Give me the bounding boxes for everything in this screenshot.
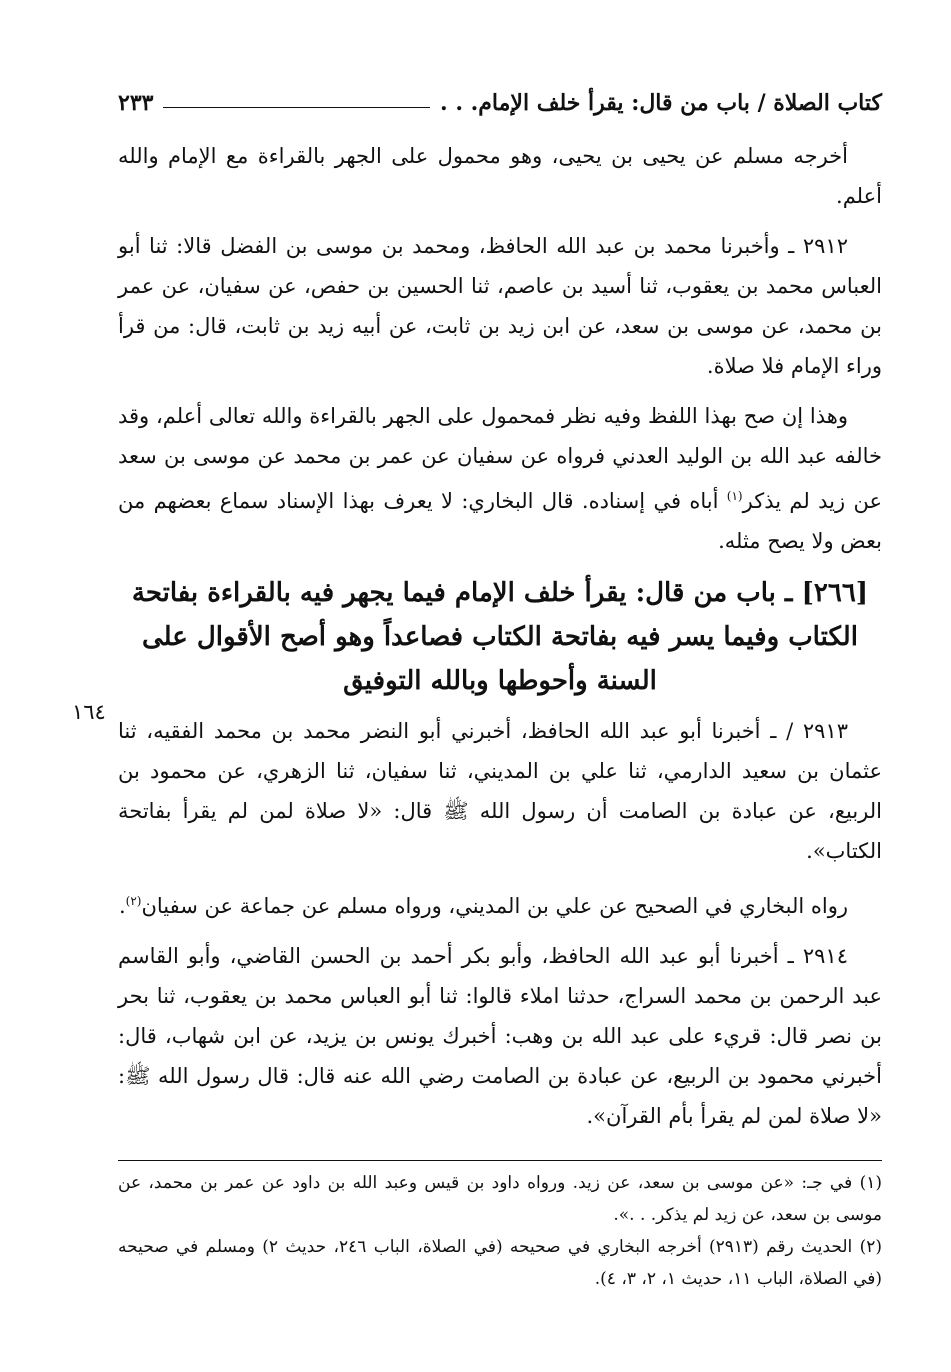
paragraph: أخرجه مسلم عن يحيى بن يحيى، وهو محمول على الجهر بالقراءة مع الإمام والله أعلم. — [118, 144, 882, 208]
paragraph-text: وهذا إن صح بهذا اللفظ وفيه نظر فمحمول على الجهر بالقراءة والله تعالى أعلم، وقد خالفه عبد الله بن الوليد العدني فرواه عن سفيان عن عمر بن محمد عن موسى بن سعد عن زيد لم يذكر — [118, 404, 882, 513]
main-text — [118, 136, 882, 1146]
paragraph: ٢٩١٢ ـ وأخبرنا محمد بن عبد الله الحافظ، ومحمد بن موسى بن الفضل قالا: ثنا أبو العباس محمد بن يعقوب، ثنا أسيد بن عاصم، ثنا الحسين بن حفص، عن سفيان، عن عمر بن محمد، عن موسى بن سعد، عن ابن زيد بن ثابت، عن أبيه زيد بن ثابت، قال: من قرأ وراء الإمام فلا صلاة. — [118, 234, 882, 378]
footnote-marker: (١) — [726, 489, 743, 503]
paragraph-text: رواه البخاري في الصحيح عن علي بن المديني، ورواه مسلم عن جماعة عن سفيان — [141, 894, 848, 918]
footnote: (٢) الحديث رقم (٢٩١٣) أخرجه البخاري في صحيحه (في الصلاة، الباب ٢٤٦، حديث ٢) ومسلم في صحيحه (في الصلاة، الباب ١١، حديث ١، ٢، ٣، ٤). — [118, 1237, 882, 1289]
header-rule — [163, 107, 430, 108]
footnote: (١) في جـ: «عن موسى بن سعد، عن زيد. ورواه داود بن قيس وعبد الله بن داود عن عمر بن محمد، عن موسى بن سعد، عن زيد لم يذكر. . .». — [118, 1173, 882, 1225]
margin-page-reference: ١٦٤ — [72, 700, 106, 724]
running-header — [118, 80, 882, 116]
running-title: كتاب الصلاة / باب من قال: يقرأ خلف الإمام. . . — [440, 90, 882, 116]
paragraph — [118, 396, 882, 561]
paragraph: رواه البخاري في الصحيح عن علي بن المديني، ورواه مسلم عن جماعة عن سفيان$^{(٢)}$. — [118, 894, 848, 918]
page-number: ٢٣٣ — [118, 90, 154, 116]
footnotes — [118, 1160, 882, 1295]
paragraph-text: أباه في إسناده. قال البخاري: لا يعرف بهذا الإسناد سماع بعضهم من بعض ولا يصح مثله. — [118, 489, 882, 553]
chapter-heading: [٢٦٦] ـ باب من قال: يقرأ خلف الإمام فيما يجهر فيه بالقراءة بفاتحة الكتاب وفيما يسر فيه بفاتحة الكتاب فصاعداً وهو أصح الأقوال على السنة وأحوطها وبالله التوفيق — [131, 578, 869, 696]
footnote-marker: (٢) — [125, 894, 142, 908]
paragraph: ٢٩١٤ ـ أخبرنا أبو عبد الله الحافظ، وأبو بكر أحمد بن الحسن القاضي، وأبو القاسم عبد الرحمن بن محمد السراج، حدثنا املاء قالوا: ثنا أبو العباس محمد بن يعقوب، ثنا بحر بن نصر قال: قريء على عبد الله بن وهب: أخبرك يونس بن يزيد، عن ابن شهاب، قال: أخبرني محمود بن الربيع، عن عبادة بن الصامت رضي الله عنه قال: قال رسول الله ﷺ: «لا صلاة لمن لم يقرأ بأم القرآن». — [118, 944, 882, 1128]
paragraph: ٢٩١٣ / ـ أخبرنا أبو عبد الله الحافظ، أخبرني أبو النضر محمد بن محمد الفقيه، ثنا عثمان بن سعيد الدارمي، ثنا علي بن المديني، ثنا سفيان، ثنا الزهري، عن محمود بن الربيع، عن عبادة بن الصامت أن رسول الله ﷺ قال: «لا صلاة لمن لم يقرأ بفاتحة الكتاب». — [118, 719, 882, 863]
